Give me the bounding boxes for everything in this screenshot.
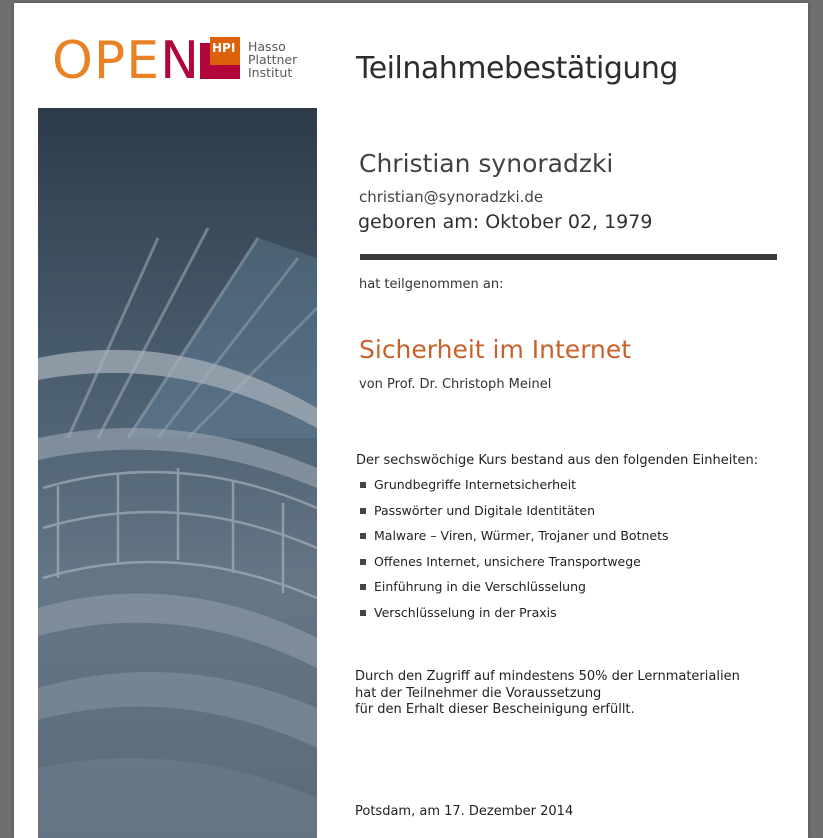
list-item: Grundbegriffe Internetsicherheit xyxy=(360,477,669,503)
participant-name: Christian synoradzki xyxy=(359,149,614,178)
bullet-icon xyxy=(360,584,366,590)
bullet-icon xyxy=(360,508,366,514)
participant-email: christian@synoradzki.de xyxy=(359,188,544,206)
institute-name: Hasso Plattner Institut xyxy=(248,39,298,80)
list-item: Einführung in die Verschlüsselung xyxy=(360,579,669,605)
certificate-page xyxy=(14,3,808,838)
access-statement: Durch den Zugriff auf mindestens 50% der Lernmaterialien hat der Teilnehmer die Voraussetzung für den Erhalt dieser Bescheinigung erfüllt. xyxy=(355,669,740,717)
list-item: Malware – Viren, Würmer, Trojaner und Botnets xyxy=(360,528,669,554)
course-title: Sicherheit im Internet xyxy=(359,335,632,364)
bullet-icon xyxy=(360,482,366,488)
place-date: Potsdam, am 17. Dezember 2014 xyxy=(355,804,574,819)
birth-date: geboren am: Oktober 02, 1979 xyxy=(358,211,653,233)
list-item: Verschlüsselung in der Praxis xyxy=(360,605,669,631)
bullet-icon xyxy=(360,533,366,539)
logo-wordmark: OPEN xyxy=(52,31,201,91)
units-intro: Der sechswöchige Kurs bestand aus den folgenden Einheiten: xyxy=(356,453,759,468)
course-instructor: von Prof. Dr. Christoph Meinel xyxy=(359,377,552,392)
building-photo xyxy=(38,108,317,838)
hpi-badge: HPI xyxy=(200,37,240,79)
bullet-icon xyxy=(360,559,366,565)
open-hpi-logo xyxy=(52,31,312,91)
bullet-icon xyxy=(360,610,366,616)
list-item: Offenes Internet, unsichere Transportwege xyxy=(360,554,669,580)
participated-label: hat teilgenommen an: xyxy=(359,277,504,292)
list-item: Passwörter und Digitale Identitäten xyxy=(360,503,669,529)
unit-list xyxy=(360,477,669,630)
page-title: Teilnahmebestätigung xyxy=(356,51,678,86)
divider xyxy=(360,254,777,260)
